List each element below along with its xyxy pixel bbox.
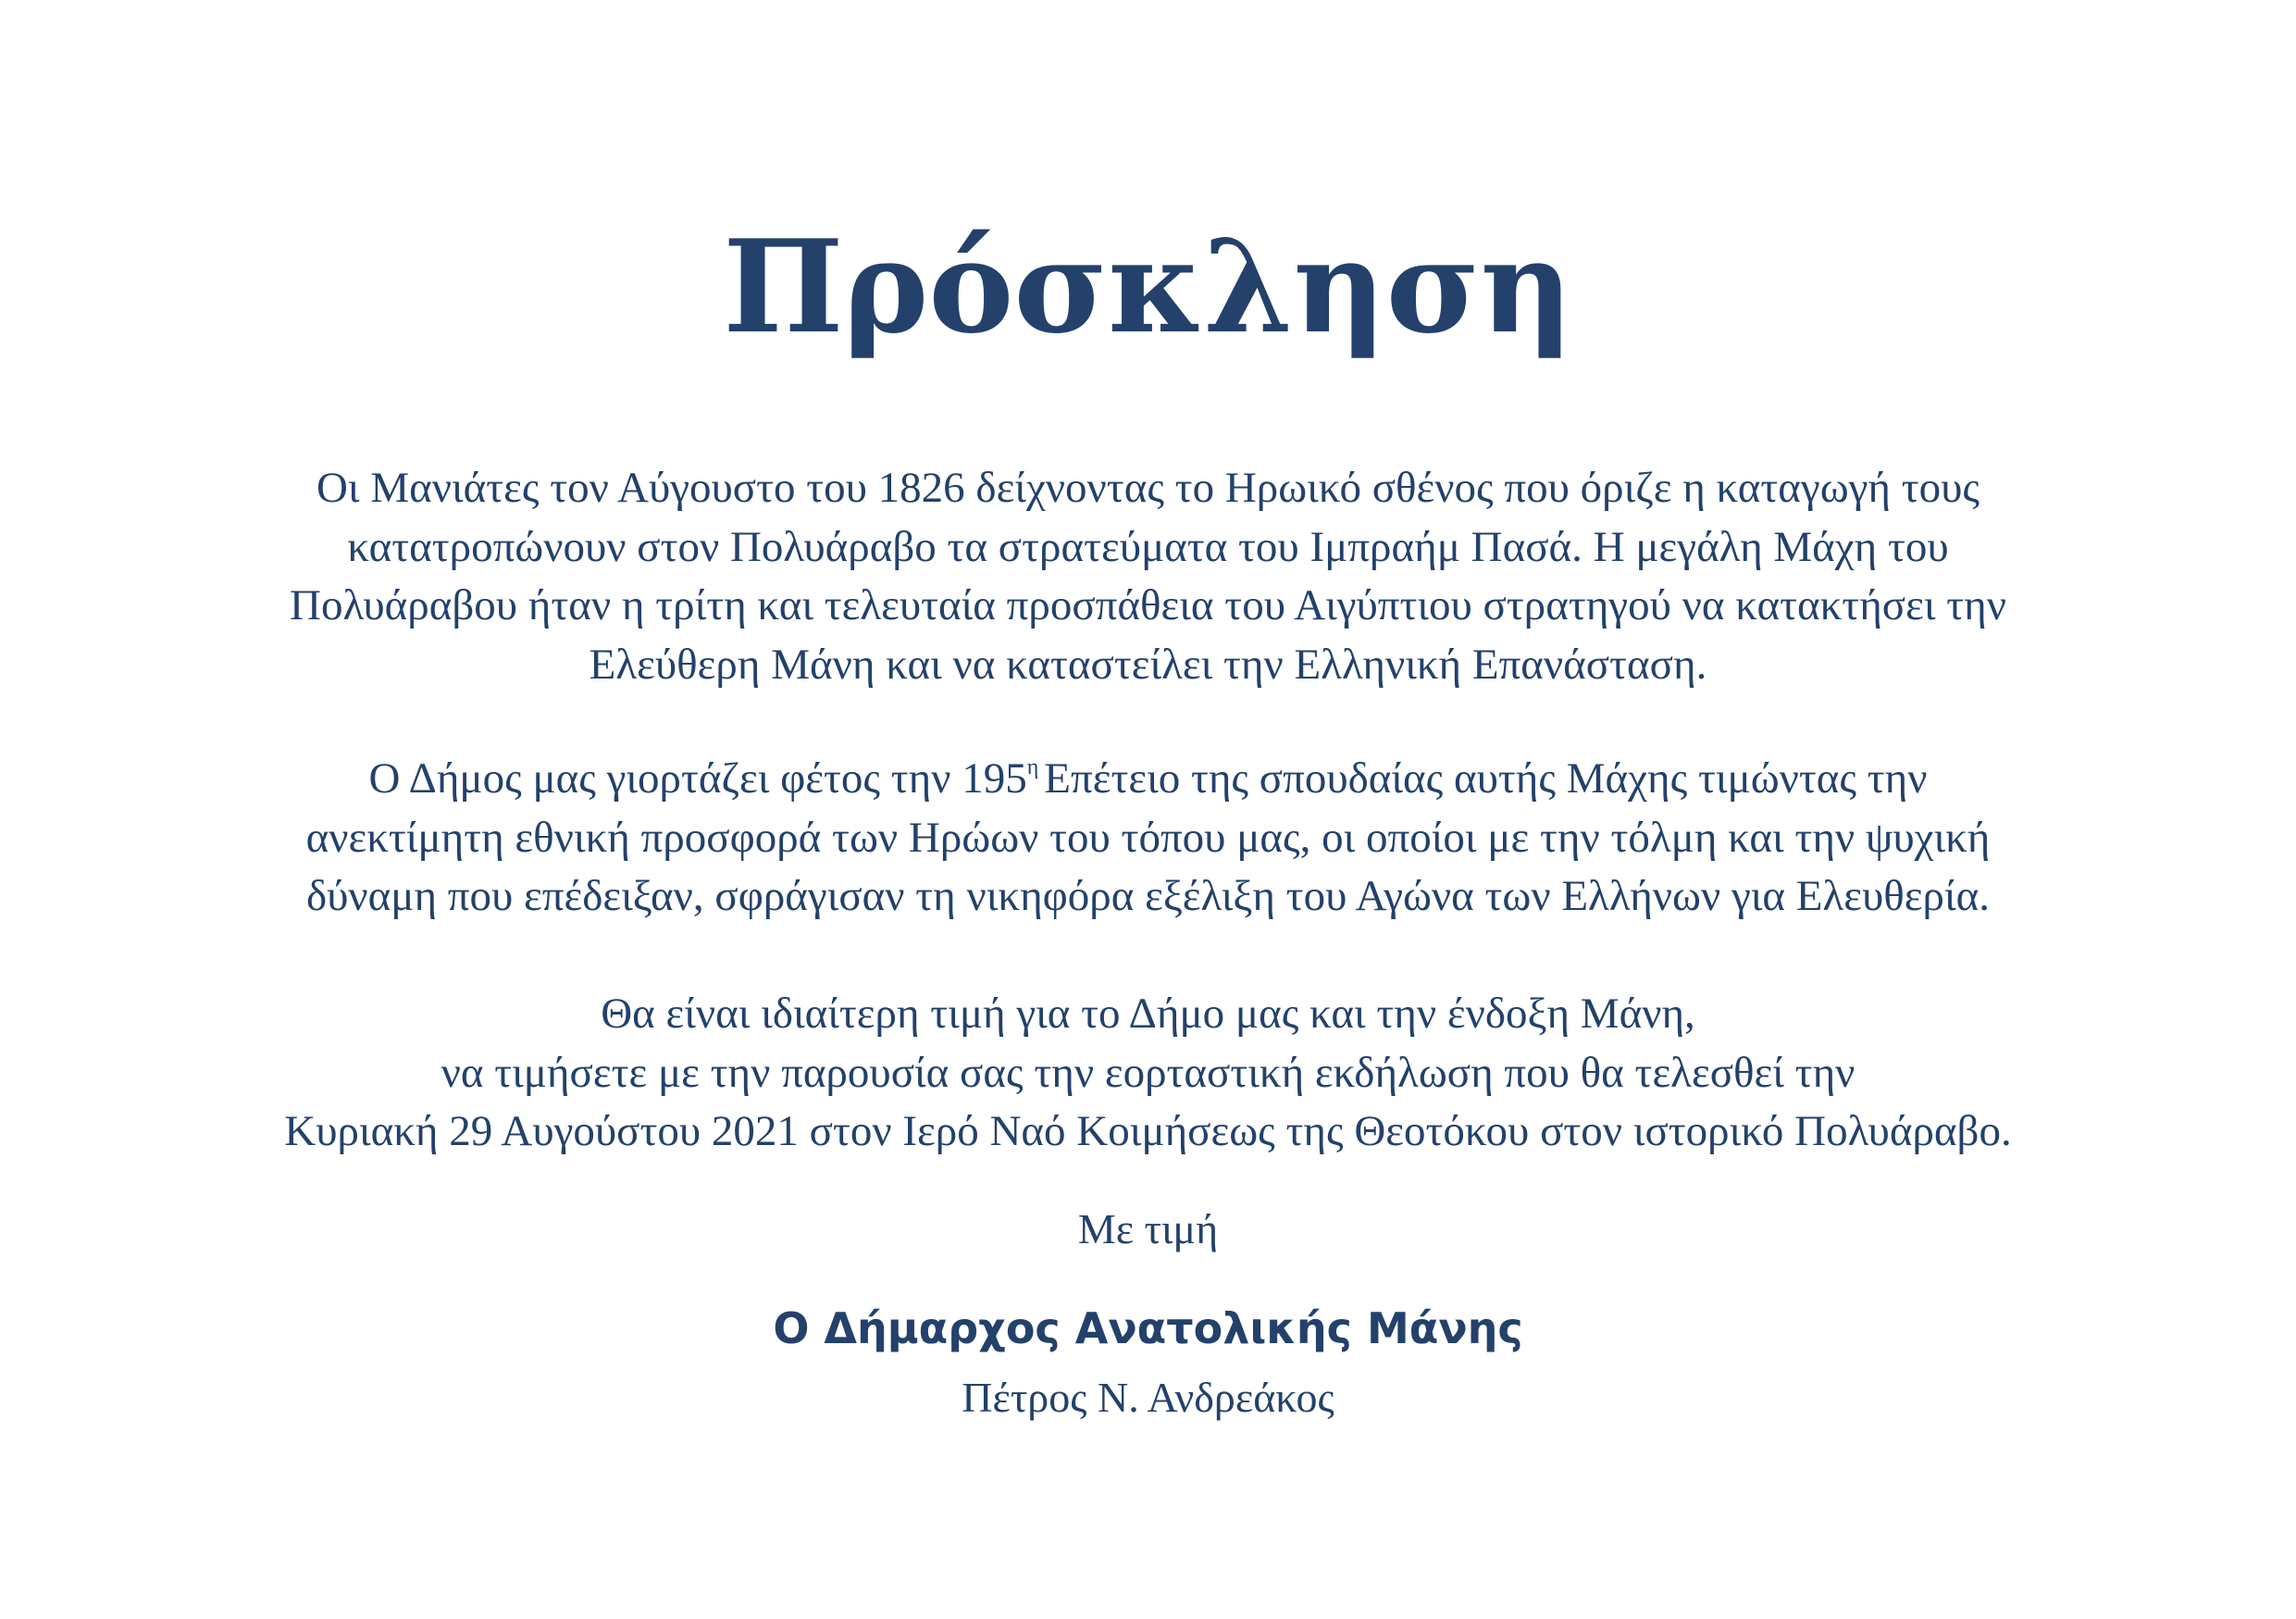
anniversary-text-start: Ο Δήμος μας γιορτάζει φέτος την 195 [368, 754, 1027, 803]
paragraph-line: δύναμη που επέδειξαν, σφράγισαν τη νικηφόρα εξέλιξη του Αγώνα των Ελλήνων για Ελευθερία. [305, 872, 1991, 920]
paragraph-event-details [0, 985, 2296, 1162]
paragraph-anniversary [0, 750, 2296, 927]
paragraph-line: Πολυάραβου ήταν η τρίτη και τελευταία προσπάθεια του Αιγύπτιου στρατηγού να κατακτήσει την [290, 581, 2006, 629]
paragraph-line [0, 750, 2296, 809]
paragraph-line: κατατροπώνουν στον Πολυάραβο τα στρατεύματα του Ιμπραήμ Πασά. Η μεγάλη Μάχη του [347, 522, 1949, 571]
paragraph-line: ανεκτίμητη εθνική προσφορά των Ηρώων του τόπου μας, οι οποίοι με την τόλμη και την ψυχική [305, 813, 1991, 862]
page-title: Πρόσκληση [723, 211, 1573, 362]
paragraph-line: Θα είναι ιδιαίτερη τιμή για το Δήμο μας και την ένδοξη Μάνη, [601, 990, 1695, 1038]
closing-salutation: Με τιμή [1077, 1205, 1219, 1252]
signatory-role: Ο Δήμαρχος Ανατολικής Μάνης [773, 1303, 1523, 1353]
anniversary-text-end: Επέτειο της σπουδαίας αυτής Μάχης τιμώντας την [1044, 754, 1928, 803]
paragraph-line: Ελεύθερη Μάνη και να καταστείλει την Ελληνική Επανάσταση. [589, 640, 1707, 689]
paragraph-line: Κυριακή 29 Αυγούστου 2021 στον Ιερό Ναό Κοιμήσεως της Θεοτόκου στον ιστορικό Πολυάραβο. [284, 1107, 2012, 1155]
ordinal-suffix: η [1026, 755, 1039, 779]
paragraph-line: Οι Μανιάτες τον Αύγουστο του 1826 δείχνοντας το Ηρωικό σθένος που όριζε η καταγωγή τους [316, 464, 1980, 512]
paragraph-line: να τιμήσετε με την παρουσία σας την εορταστική εκδήλωση που θα τελεσθεί την [441, 1048, 1855, 1097]
signatory-name: Πέτρος Ν. Ανδρεάκος [962, 1374, 1334, 1421]
paragraph-history [0, 459, 2296, 694]
